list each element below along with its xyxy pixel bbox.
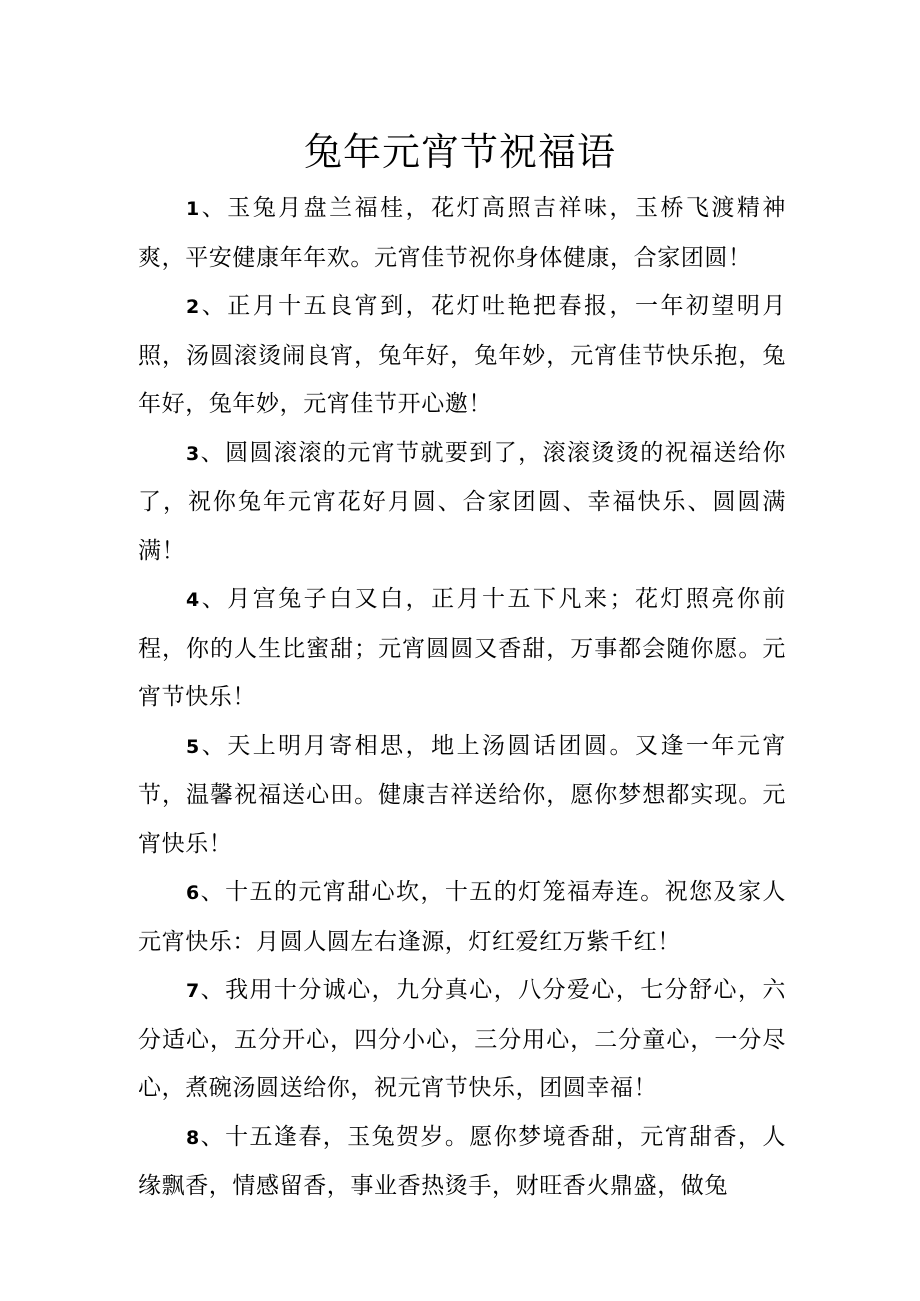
item-separator: 、 bbox=[199, 732, 228, 759]
item-text: 月宫兔子白又白，正月十五下凡来；花灯照亮你前程，你的人生比蜜甜；元宵圆圆又香甜，万事都会随你愿。元宵节快乐！ bbox=[138, 586, 786, 710]
item-separator: 、 bbox=[199, 977, 226, 1003]
item-number: 7 bbox=[186, 980, 200, 1002]
blessing-item bbox=[138, 966, 786, 1113]
item-number: 3 bbox=[186, 442, 200, 465]
item-text: 十五逢春，玉兔贺岁。愿你梦境香甜，元宵甜香，人缘飘香，情感留香，事业香热烫手，财旺香火鼎盛，做兔 bbox=[138, 1123, 786, 1199]
item-number: 5 bbox=[186, 735, 200, 758]
item-separator: 、 bbox=[199, 439, 226, 466]
item-separator: 、 bbox=[199, 195, 228, 221]
item-separator: 、 bbox=[199, 879, 226, 905]
blessing-list bbox=[138, 184, 786, 1211]
blessing-item bbox=[138, 868, 786, 966]
item-text: 玉兔月盘兰福桂，花灯高照吉祥味，玉桥飞渡精神爽，平安健康年年欢。元宵佳节祝你身体健康，合家团圆！ bbox=[138, 195, 786, 271]
item-text: 圆圆滚滚的元宵节就要到了，滚滚烫烫的祝福送给你了，祝你兔年元宵花好月圆、合家团圆、幸福快乐、圆圆满满！ bbox=[138, 439, 786, 564]
item-number: 4 bbox=[186, 589, 200, 611]
blessing-item bbox=[138, 282, 786, 429]
item-separator: 、 bbox=[199, 586, 228, 612]
item-separator: 、 bbox=[199, 293, 228, 319]
blessing-item bbox=[138, 184, 786, 282]
blessing-item bbox=[138, 429, 786, 576]
item-number: 8 bbox=[186, 1126, 200, 1149]
item-text: 天上明月寄相思，地上汤圆话团圆。又逢一年元宵节，温馨祝福送心田。健康吉祥送给你，愿你梦想都实现。元宵快乐！ bbox=[138, 732, 786, 857]
item-text: 十五的元宵甜心坎，十五的灯笼福寿连。祝您及家人元宵快乐：月圆人圆左右逢源，灯红爱红万紫千红！ bbox=[138, 879, 786, 955]
item-number: 1 bbox=[186, 198, 200, 220]
document-title: 兔年元宵节祝福语 bbox=[303, 130, 616, 174]
blessing-item bbox=[138, 722, 786, 869]
item-separator: 、 bbox=[199, 1123, 226, 1150]
blessing-item bbox=[138, 1113, 786, 1211]
item-text: 正月十五良宵到，花灯吐艳把春报，一年初望明月照，汤圆滚烫闹良宵，兔年好，兔年妙，元宵佳节快乐抱，兔年好，兔年妙，元宵佳节开心邀！ bbox=[138, 293, 786, 417]
blessing-item bbox=[138, 575, 786, 722]
item-number: 6 bbox=[186, 882, 200, 904]
item-number: 2 bbox=[186, 296, 200, 318]
item-text: 我用十分诚心，九分真心，八分爱心，七分舒心，六分适心，五分开心，四分小心，三分用心，二分童心，一分尽心，煮碗汤圆送给你，祝元宵节快乐，团圆幸福！ bbox=[138, 977, 786, 1101]
